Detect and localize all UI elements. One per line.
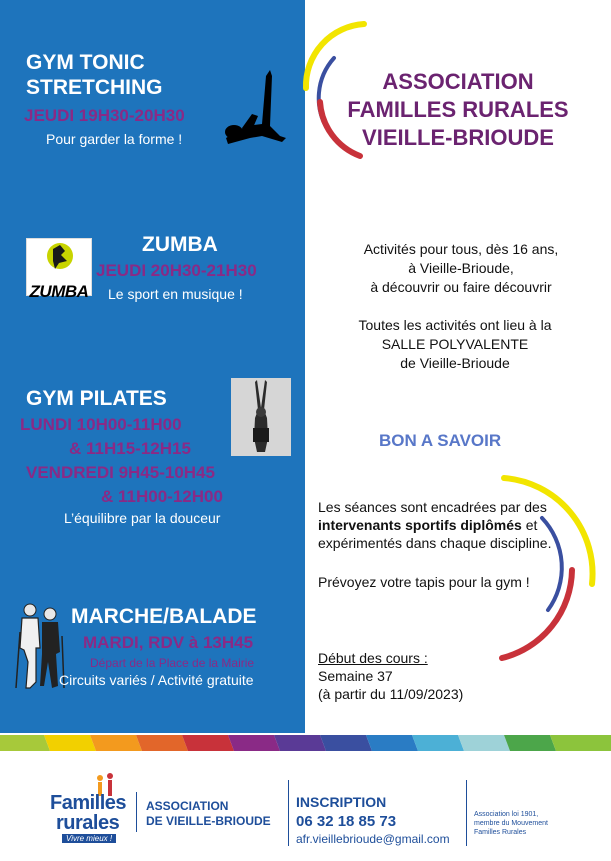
gym-tonic-schedule: JEUDI 19H30-20H30 bbox=[24, 106, 185, 125]
footer-legal: Association loi 1901, membre du Mouvement Familles Rurales bbox=[474, 811, 548, 836]
zumba-schedule: JEUDI 20H30-21H30 bbox=[96, 261, 257, 280]
intro-text: Activités pour tous, dès 16 ans, à Vieille-Brioude, à découvrir ou faire découvrir bbox=[363, 241, 559, 295]
pilates-photo bbox=[231, 378, 291, 456]
marche-schedule: MARDI, RDV à 13H45 bbox=[83, 633, 254, 652]
pilates-schedule-4: & 11H00-12H00 bbox=[101, 487, 223, 506]
footer-association-name: ASSOCIATION DE VIEILLE-BRIOUDE bbox=[146, 799, 271, 828]
location-text: Toutes les activités ont lieu à la SALLE POLYVALENTE de Vieille-Brioude bbox=[358, 317, 552, 371]
gym-tonic-title: GYM TONIC STRETCHING bbox=[26, 51, 163, 99]
info-text: Les séances sont encadrées par des intervenants sportifs diplômés et expérimentés dans chaque discipline. bbox=[318, 499, 552, 551]
pilates-tagline: L’équilibre par la douceur bbox=[64, 510, 221, 526]
debut-block: Début des cours : Semaine 37 (à partir du 11/09/2023) bbox=[318, 650, 464, 702]
zumba-tagline: Le sport en musique ! bbox=[108, 286, 243, 302]
zumba-figure-icon bbox=[27, 239, 93, 279]
familles-rurales-logo: Familles rurales Vivre mieux ! bbox=[48, 772, 136, 842]
marche-title: MARCHE/BALADE bbox=[71, 605, 257, 628]
pilates-schedule-2: & 11H15-12H15 bbox=[69, 439, 191, 458]
marche-tagline: Circuits variés / Activité gratuite bbox=[59, 672, 254, 688]
pilates-figure-icon bbox=[231, 378, 291, 456]
stretching-silhouette-icon bbox=[222, 66, 290, 144]
pilates-title: GYM PILATES bbox=[26, 387, 167, 410]
inscription-email[interactable]: afr.vieillebrioude@gmail.com bbox=[296, 832, 450, 846]
pilates-schedule-1: LUNDI 10H00-11H00 bbox=[20, 415, 182, 434]
footer-divider-3 bbox=[466, 780, 467, 846]
inscription-block: INSCRIPTION 06 32 18 85 73 afr.vieillebrioude@gmail.com bbox=[296, 794, 450, 846]
zumba-logo: ZUMBA bbox=[26, 238, 92, 296]
bon-a-savoir-heading: BON A SAVOIR bbox=[379, 431, 502, 450]
chevron-stripe bbox=[0, 735, 611, 751]
association-title: ASSOCIATION FAMILLES RURALES VIEILLE-BRIOUDE bbox=[347, 69, 569, 150]
footer-divider-2 bbox=[288, 780, 289, 846]
footer-divider-1 bbox=[136, 792, 137, 832]
gym-tonic-tagline: Pour garder la forme ! bbox=[46, 131, 183, 147]
marche-detail: Départ de la Place de la Mairie bbox=[90, 656, 255, 670]
zumba-title: ZUMBA bbox=[142, 233, 218, 256]
tapis-text: Prévoyez votre tapis pour la gym ! bbox=[318, 574, 530, 590]
pilates-schedule-3: VENDREDI 9H45-10H45 bbox=[26, 463, 215, 482]
